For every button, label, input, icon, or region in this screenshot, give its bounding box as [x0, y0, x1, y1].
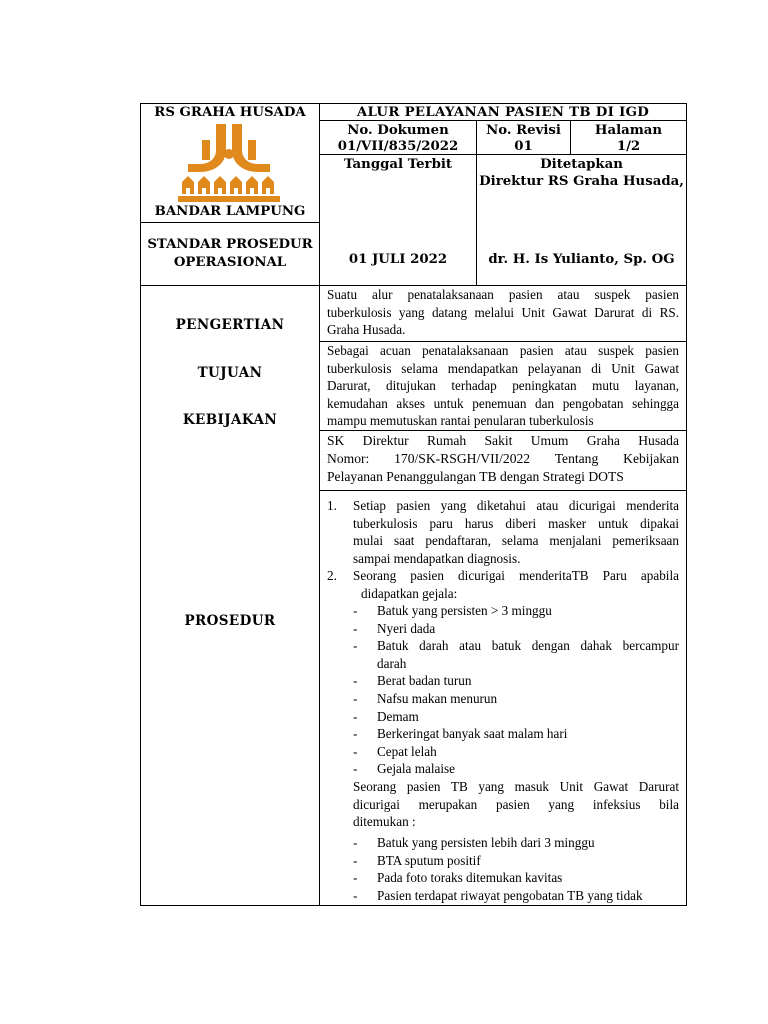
criteria-item	[353, 887, 679, 905]
logo-row-divider	[140, 222, 319, 223]
item-1-line: tuberkulosis paru harus diberi masker untuk dipakai	[353, 515, 679, 531]
bullet-marker: -	[353, 620, 358, 636]
symptom-item	[353, 602, 679, 620]
symptom-item	[353, 637, 679, 672]
criteria-list	[353, 834, 679, 904]
page-label: Halaman	[594, 123, 663, 138]
criteria-item	[353, 834, 679, 852]
label-pengertian: PENGERTIAN	[175, 317, 285, 333]
doc-type-line1: STANDAR PROSEDUR	[147, 237, 313, 252]
pengertian-line: Suatu alur penatalaksanaan pasien atau suspek pasien	[327, 287, 679, 302]
criteria-text: BTA sputum positif	[377, 852, 481, 868]
bullet-marker: -	[353, 638, 358, 654]
bullet-marker: -	[353, 852, 358, 868]
criteria-item	[353, 869, 679, 887]
symptom-text	[377, 637, 679, 672]
pengertian-line: Graha Husada.	[327, 322, 406, 338]
symptom-item	[353, 760, 679, 778]
item-2-text	[353, 567, 679, 602]
item-2-number: 2.	[327, 568, 337, 583]
document-title: ALUR PELAYANAN PASIEN TB DI IGD	[356, 105, 650, 120]
bullet-marker: -	[353, 690, 358, 706]
infectious-line: dicurigai merupakan pasien yang infeksius bila	[353, 796, 679, 812]
item-1-line: mulai saat pendaftaran, selama menjalani pemeriksaan	[353, 533, 679, 549]
label-prosedur: PROSEDUR	[184, 613, 276, 629]
bullet-marker: -	[353, 673, 358, 689]
tujuan-text	[327, 342, 679, 430]
criteria-text: Batuk yang persisten lebih dari 3 minggu	[377, 835, 595, 850]
symptom-text: Nafsu makan menurun	[377, 690, 498, 706]
hospital-city: BANDAR LAMPUNG	[154, 204, 306, 219]
bullet-marker: -	[353, 761, 358, 777]
symptom-item	[353, 672, 679, 690]
bullet-marker: -	[353, 870, 358, 886]
item-2-line: Seorang pasien dicurigai menderitaTB Paru apabila	[353, 568, 679, 583]
label-kebijakan: KEBIJAKAN	[182, 412, 278, 428]
infectious-line: Seorang pasien TB yang masuk Unit Gawat Darurat	[353, 779, 679, 794]
bullet-marker: -	[353, 835, 358, 850]
symptom-text: Batuk yang persisten > 3 minggu	[377, 603, 552, 618]
symptom-text: Cepat lelah	[377, 743, 437, 759]
infectious-paragraph	[353, 778, 679, 831]
pengertian-line: tuberkulosis yang datang melalui Unit Gawat Darurat di RS.	[327, 304, 679, 320]
hospital-name: RS GRAHA HUSADA	[154, 105, 306, 120]
symptom-item	[353, 743, 679, 761]
pengertian-text	[327, 286, 679, 339]
table-border-bottom	[140, 905, 687, 906]
symptom-item	[353, 690, 679, 708]
item-1-line: sampai mendapatkan diagnosis.	[353, 550, 521, 566]
symptom-line: Batuk darah atau batuk dengan dahak bercampur	[377, 638, 679, 654]
kebijakan-row-divider	[320, 490, 686, 491]
doc-number-value: 01/VII/835/2022	[337, 139, 459, 154]
tujuan-row-divider	[320, 430, 686, 431]
label-tujuan: TUJUAN	[197, 365, 263, 381]
issue-date-value: 01 JULI 2022	[348, 252, 448, 267]
column-divider	[319, 103, 320, 906]
revision-label: No. Revisi	[486, 123, 561, 138]
bullet-marker: -	[353, 708, 358, 724]
table-border-right	[686, 103, 687, 906]
symptom-text: Nyeri dada	[377, 620, 436, 636]
symptom-text: Berkeringat banyak saat malam hari	[377, 726, 568, 742]
item-1-number: 1.	[327, 498, 337, 513]
doc-type-line2: OPERASIONAL	[173, 255, 287, 270]
tujuan-line: kemudahan akses untuk penemuan dan pengobatan sehingga	[327, 395, 679, 411]
issue-date-label: Tanggal Terbit	[343, 157, 453, 172]
item-1-text	[353, 497, 679, 567]
symptom-item	[353, 708, 679, 726]
signatory-name: dr. H. Is Yulianto, Sp. OG	[488, 252, 675, 267]
criteria-item	[353, 852, 679, 870]
doc-number-label: No. Dokumen	[347, 123, 449, 138]
graha-husada-logo-icon	[174, 120, 286, 206]
infectious-line: ditemukan :	[353, 814, 416, 830]
symptom-line: darah	[377, 655, 407, 671]
kebijakan-text	[327, 432, 679, 486]
bullet-marker: -	[353, 887, 358, 903]
kebijakan-line: SK Direktur Rumah Sakit Umum Graha Husada	[327, 433, 679, 448]
approved-label: Ditetapkan	[540, 157, 623, 172]
revision-value: 01	[514, 139, 533, 154]
bullet-marker: -	[353, 603, 358, 618]
symptom-item	[353, 725, 679, 743]
criteria-text: Pada foto toraks ditemukan kavitas	[377, 870, 563, 886]
item-1-line: Setiap pasien yang diketahui atau dicurigai menderita	[353, 498, 679, 513]
symptom-text: Gejala malaise	[377, 761, 455, 777]
symptom-list	[353, 602, 679, 778]
table-border-left	[140, 103, 141, 906]
kebijakan-line: Pelayanan Penanggulangan TB dengan Strategi DOTS	[327, 469, 624, 484]
bullet-marker: -	[353, 743, 358, 759]
tujuan-line: tuberkulosis selama mendapatkan pelayanan di Unit Gawat	[327, 360, 679, 376]
tujuan-line: Sebagai acuan penatalaksanaan pasien atau suspek pasien	[327, 343, 679, 358]
bullet-marker: -	[353, 726, 358, 742]
criteria-text: Pasien terdapat riwayat pengobatan TB yang tidak	[377, 887, 643, 903]
kebijakan-line: Nomor: 170/SK-RSGH/VII/2022 Tentang Kebijakan	[327, 451, 679, 466]
tujuan-line: mampu memutuskan rantai penularan tuberkulosis	[327, 413, 594, 429]
tujuan-line: Darurat, ditujukan terhadap peningkatan mutu layanan,	[327, 378, 679, 394]
page-value: 1/2	[616, 139, 641, 154]
item-2-line: didapatkan gejala:	[361, 585, 458, 601]
symptom-text: Berat badan turun	[377, 673, 472, 689]
symptom-text: Demam	[377, 708, 419, 724]
symptom-item	[353, 620, 679, 638]
approved-by: Direktur RS Graha Husada,	[479, 174, 684, 189]
